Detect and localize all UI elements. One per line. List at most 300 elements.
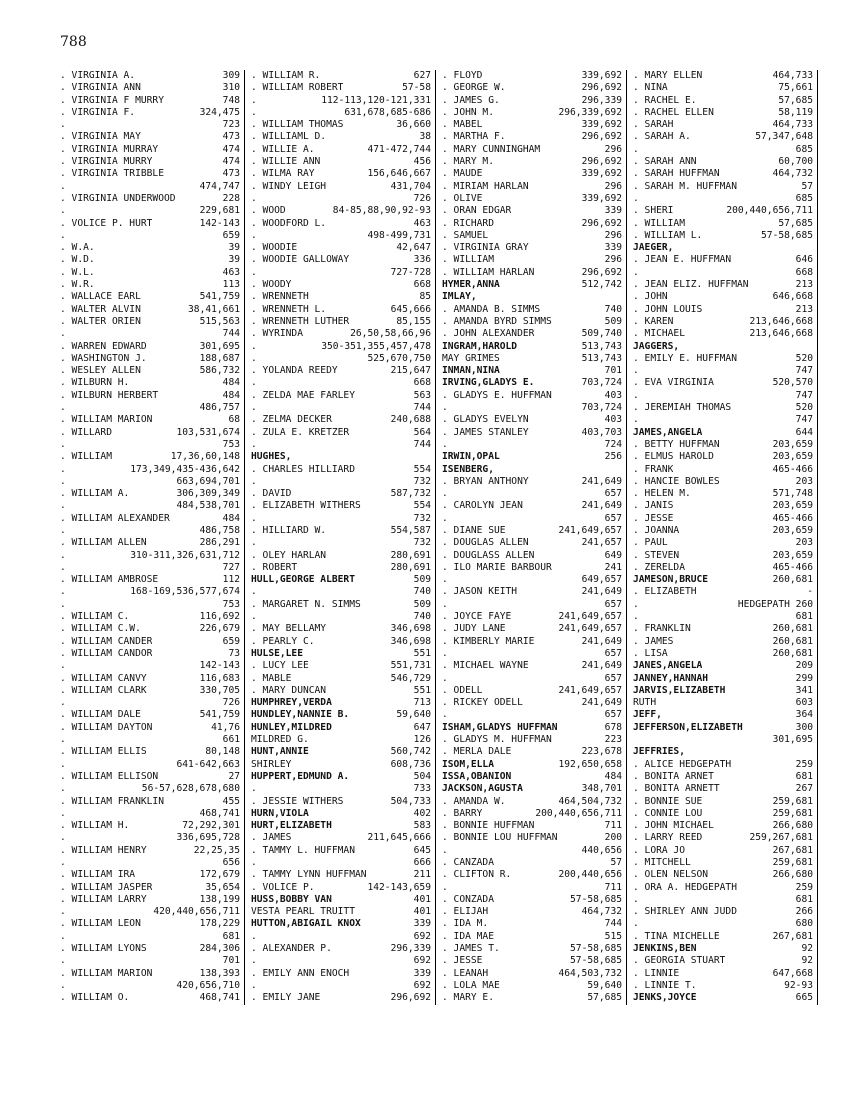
entry-pages: 296,692	[581, 156, 622, 168]
entry-name: HUMPHREY,VERDA	[251, 697, 332, 709]
index-entry	[442, 980, 622, 992]
entry-pages: 474,747	[199, 180, 240, 192]
entry-pages: 541,759	[199, 291, 240, 303]
index-entry	[60, 316, 240, 328]
entry-name: . MICHAEL	[633, 328, 685, 340]
entry-name: . MABEL	[442, 119, 483, 131]
index-entry	[633, 230, 813, 242]
entry-name: . AMANDA W.	[442, 795, 506, 807]
index-entry	[633, 464, 813, 476]
index-entry	[633, 537, 813, 549]
entry-name: . CONNIE LOU	[633, 807, 703, 819]
entry-name: . SARAH M. HUFFMAN	[633, 180, 737, 192]
entry-pages: 339,692	[581, 70, 622, 81]
entry-pages: 260,681	[772, 574, 813, 586]
entry-name: . DIANE SUE	[442, 524, 506, 536]
entry-name: . WALLACE EARL	[60, 291, 141, 303]
index-entry	[251, 82, 431, 94]
entry-name: . RICKEY ODELL	[442, 697, 523, 709]
entry-pages: 484	[222, 389, 240, 401]
index-entry	[442, 107, 622, 119]
entry-pages: 296	[604, 143, 622, 155]
entry-pages: 740	[413, 586, 431, 598]
entry-pages: 748	[222, 94, 240, 106]
entry-name: . ALICE HEDGEPATH	[633, 758, 732, 770]
entry-pages: 554,587	[390, 524, 431, 536]
entry-pages: 57-58,685	[570, 893, 622, 905]
entry-pages: 515,563	[199, 315, 240, 327]
surname-heading	[251, 451, 431, 463]
entry-name: . WILLIAM CLARK	[60, 684, 147, 696]
entry-pages: 59,640	[396, 709, 431, 721]
entry-pages: 259	[795, 758, 813, 770]
index-entry	[60, 931, 240, 943]
surname-heading	[442, 783, 622, 795]
entry-pages: 296,692	[581, 82, 622, 94]
entry-pages: 563	[413, 389, 431, 401]
entry-name: JARVIS,ELIZABETH	[633, 684, 726, 696]
entry-name: .	[251, 783, 257, 795]
entry-pages: 647	[413, 721, 431, 733]
entry-name: . CHARLES HILLIARD	[251, 463, 355, 475]
index-entry	[60, 857, 240, 869]
entry-pages: 440,656	[581, 844, 622, 856]
entry-pages: 223	[604, 734, 622, 746]
entry-pages: 73	[228, 647, 240, 659]
entry-name: .	[60, 758, 66, 770]
entry-name: . JAMES STANLEY	[442, 426, 529, 438]
entry-name: JEFFERSON,ELIZABETH	[633, 721, 743, 733]
entry-pages: 296,692	[581, 131, 622, 143]
index-entry	[251, 562, 431, 574]
entry-name: . JAMES T.	[442, 943, 500, 955]
surname-heading	[251, 894, 431, 906]
index-entry	[251, 181, 431, 193]
index-entry	[442, 439, 622, 451]
index-entry	[251, 168, 431, 180]
index-entry	[60, 279, 240, 291]
entry-name: JACKSON,AGUSTA	[442, 783, 523, 795]
index-entry	[442, 476, 622, 488]
entry-pages: 211,645,666	[367, 832, 431, 844]
index-entry	[60, 414, 240, 426]
entry-pages: 509	[604, 315, 622, 327]
entry-pages: 241,649,657	[558, 611, 622, 623]
entry-pages: 646	[795, 254, 813, 266]
index-entry	[60, 451, 240, 463]
entry-name: .	[60, 734, 66, 746]
index-entry	[60, 562, 240, 574]
entry-name: . PAUL	[633, 537, 668, 549]
entry-name: . ELIZABETH	[633, 586, 697, 598]
entry-name: . WRENNETH L.	[251, 303, 327, 315]
surname-heading	[633, 722, 813, 734]
index-entry	[633, 439, 813, 451]
entry-name: . VOLICE P.	[251, 881, 315, 893]
index-entry	[60, 402, 240, 414]
index-entry	[442, 943, 622, 955]
entry-name: . W.A.	[60, 242, 95, 254]
entry-name: . WILLIAM C.W.	[60, 623, 141, 635]
entry-name: . VIRGINIA MURRY	[60, 156, 153, 168]
entry-name: . WALTER ALVIN	[60, 303, 141, 315]
entry-pages: 484	[222, 512, 240, 524]
entry-pages: 339,692	[581, 192, 622, 204]
entry-name: . WILLIAM AMBROSE	[60, 574, 159, 586]
entry-pages: 560,742	[390, 746, 431, 758]
index-entry	[633, 513, 813, 525]
index-entry	[60, 673, 240, 685]
entry-pages: 116,692	[199, 611, 240, 623]
index-entry	[633, 70, 813, 82]
entry-name: .	[60, 930, 66, 942]
entry-name: .	[251, 106, 257, 118]
entry-pages: 42,647	[396, 242, 431, 254]
entry-name: IMLAY,	[442, 291, 477, 303]
entry-pages: 241,649	[581, 586, 622, 598]
entry-pages: 296	[604, 229, 622, 241]
entry-name: . VIRGINIA TRIBBLE	[60, 168, 164, 180]
entry-name: . SARAH ANN	[633, 156, 697, 168]
index-entry	[251, 353, 431, 365]
entry-pages: 300	[795, 721, 813, 733]
entry-name: . MARY E.	[442, 992, 494, 1004]
entry-name: . NINA	[633, 82, 668, 94]
entry-name: . JASON KEITH	[442, 586, 518, 598]
entry-name: . BONNIE HUFFMAN	[442, 820, 535, 832]
index-entry	[251, 304, 431, 316]
index-entry	[633, 82, 813, 94]
index-entry	[442, 820, 622, 832]
entry-name: . VOLICE P. HURT	[60, 217, 153, 229]
surname-heading	[442, 291, 622, 303]
entry-pages: 464,733	[772, 70, 813, 81]
index-entry	[60, 882, 240, 894]
entry-pages: 260,681	[772, 635, 813, 647]
entry-pages: 657	[604, 672, 622, 684]
index-entry	[442, 685, 622, 697]
index-entry	[251, 992, 431, 1004]
entry-name: . WILLARD	[60, 426, 112, 438]
entry-name: .	[251, 955, 257, 967]
entry-pages: 657	[604, 709, 622, 721]
entry-name: . SARAH A.	[633, 131, 691, 143]
entry-pages: 657	[604, 598, 622, 610]
entry-pages: 200,440,656,711	[535, 807, 622, 819]
entry-pages: 645,666	[390, 303, 431, 315]
entry-pages: 229,681	[199, 205, 240, 217]
index-entry	[442, 857, 622, 869]
entry-name: . WOOD	[251, 205, 286, 217]
index-entry	[442, 304, 622, 316]
entry-name: . AMANDA B. SIMMS	[442, 303, 541, 315]
index-entry	[633, 205, 813, 217]
index-entry	[442, 660, 622, 672]
entry-pages: HEDGEPATH 260	[737, 598, 813, 610]
entry-name: RUTH	[633, 697, 657, 709]
entry-name: . MARGARET N. SIMMS	[251, 598, 361, 610]
index-entry	[442, 648, 622, 660]
entry-name: JEFF,	[633, 709, 662, 721]
entry-pages: 464,732	[581, 906, 622, 918]
entry-name: . JOHN ALEXANDER	[442, 328, 535, 340]
index-entry	[442, 869, 622, 881]
index-entry	[633, 95, 813, 107]
entry-pages: 512,742	[581, 279, 622, 291]
index-entry	[633, 218, 813, 230]
entry-name: . WARREN EDWARD	[60, 340, 147, 352]
entry-pages: 744	[413, 438, 431, 450]
entry-pages: 732	[413, 475, 431, 487]
entry-name: . DOUGLAS ALLEN	[442, 537, 529, 549]
index-columns	[60, 70, 818, 1005]
entry-name: .	[442, 512, 448, 524]
entry-pages: 685	[795, 143, 813, 155]
index-entry	[633, 796, 813, 808]
entry-pages: 259,681	[772, 807, 813, 819]
index-entry	[442, 623, 622, 635]
entry-pages: 203,659	[772, 524, 813, 536]
entry-pages: 753	[222, 598, 240, 610]
entry-pages: 336	[413, 254, 431, 266]
index-entry	[60, 894, 240, 906]
entry-pages: 80,148	[205, 746, 240, 758]
entry-pages: 173,349,435-436,642	[130, 463, 240, 475]
entry-pages: 339,692	[581, 168, 622, 180]
entry-name: . WOODFORD L.	[251, 217, 327, 229]
entry-pages: 296	[604, 180, 622, 192]
entry-pages: 57	[610, 857, 622, 868]
entry-pages: 57,685	[587, 992, 622, 1004]
entry-name: INGRAM,HAROLD	[442, 340, 518, 352]
entry-pages: 603	[795, 697, 813, 709]
entry-name: . WILMA RAY	[251, 168, 315, 180]
entry-name: JEFFRIES,	[633, 746, 685, 758]
entry-name: . WOODIE	[251, 242, 298, 254]
index-entry	[251, 107, 431, 119]
index-entry	[633, 562, 813, 574]
index-entry	[633, 599, 813, 611]
entry-name: .	[60, 328, 66, 340]
index-entry	[442, 918, 622, 930]
index-entry	[633, 636, 813, 648]
entry-pages: 659	[222, 229, 240, 241]
index-entry	[633, 648, 813, 660]
entry-name: . WALTER ORIEN	[60, 315, 141, 327]
index-entry	[60, 918, 240, 930]
index-entry	[442, 193, 622, 205]
entry-name: . WILLIAM H.	[60, 820, 130, 832]
entry-name: . LINNIE	[633, 967, 680, 979]
entry-pages: 103,531,674	[176, 426, 240, 438]
index-entry	[60, 525, 240, 537]
entry-name: .	[60, 500, 66, 512]
entry-pages: 60,700	[778, 156, 813, 168]
entry-name: . OLEN NELSON	[633, 869, 709, 881]
entry-pages: 403	[604, 414, 622, 426]
entry-pages: 36,660	[396, 119, 431, 131]
index-entry	[60, 685, 240, 697]
entry-pages: 554	[413, 500, 431, 512]
entry-pages: 668	[795, 266, 813, 278]
entry-name: . WILLIAM ROBERT	[251, 82, 344, 94]
index-entry	[442, 845, 622, 857]
surname-heading	[442, 365, 622, 377]
entry-name: . MARY CUNNINGHAM	[442, 143, 541, 155]
entry-pages: 484,538,701	[176, 500, 240, 512]
entry-name: . WESLEY ALLEN	[60, 365, 141, 377]
index-entry	[442, 488, 622, 500]
entry-name: .	[251, 352, 257, 364]
index-entry	[442, 205, 622, 217]
entry-pages: 663,694,701	[176, 475, 240, 487]
entry-name: JAMESON,BRUCE	[633, 574, 709, 586]
entry-name: INMAN,NINA	[442, 365, 500, 377]
index-entry	[251, 464, 431, 476]
entry-name: .	[442, 574, 448, 586]
entry-pages: 57	[801, 180, 813, 192]
index-entry	[60, 390, 240, 402]
index-entry	[251, 943, 431, 955]
index-entry	[251, 832, 431, 844]
index-entry	[251, 586, 431, 598]
entry-pages: 211	[413, 869, 431, 881]
index-entry	[251, 550, 431, 562]
entry-pages: 464,733	[772, 119, 813, 131]
entry-pages: 92	[801, 955, 813, 967]
entry-name: . W.D.	[60, 254, 95, 266]
entry-pages: 200,440,656,711	[726, 205, 813, 217]
index-entry	[633, 291, 813, 303]
index-entry	[251, 599, 431, 611]
entry-name: . W.L.	[60, 266, 95, 278]
index-entry	[633, 316, 813, 328]
entry-name: . WILLIAM LARRY	[60, 893, 147, 905]
index-entry	[60, 820, 240, 832]
entry-pages: 504,733	[390, 795, 431, 807]
entry-pages: 168-169,536,577,674	[130, 586, 240, 598]
entry-pages: 241,649	[581, 635, 622, 647]
index-entry	[251, 759, 431, 771]
index-entry	[633, 353, 813, 365]
entry-pages: 504	[413, 770, 431, 782]
entry-name: .	[442, 881, 448, 893]
entry-pages: 513,743	[581, 340, 622, 352]
entry-name: . PEARLY C.	[251, 635, 315, 647]
entry-name: . JEREMIAH THOMAS	[633, 402, 732, 414]
entry-name: . CAROLYN JEAN	[442, 500, 523, 512]
index-entry	[633, 734, 813, 746]
index-entry	[60, 144, 240, 156]
entry-name: . WILLIAM LEON	[60, 918, 141, 930]
entry-name: . JESSE	[633, 512, 674, 524]
entry-name: MAY GRIMES	[442, 352, 500, 364]
entry-name: .	[60, 438, 66, 450]
index-entry	[633, 144, 813, 156]
entry-name: . WASHINGTON J.	[60, 352, 147, 364]
entry-name: .	[60, 463, 66, 475]
index-entry	[442, 599, 622, 611]
entry-name: . WILLIAM ELLISON	[60, 770, 159, 782]
entry-pages: 39	[228, 242, 240, 254]
index-entry	[251, 857, 431, 869]
entry-pages: 113	[222, 279, 240, 291]
index-entry	[442, 414, 622, 426]
entry-pages: 701	[604, 365, 622, 377]
entry-pages: 213,646,668	[749, 315, 813, 327]
entry-pages: 57,347,648	[755, 131, 813, 143]
entry-pages: 266,680	[772, 869, 813, 881]
entry-pages: 724	[604, 438, 622, 450]
entry-pages: 192,650,658	[558, 758, 622, 770]
entry-pages: 296,339	[581, 94, 622, 106]
entry-name: .	[251, 94, 257, 106]
entry-pages: 473	[222, 168, 240, 180]
entry-name: HURT,ELIZABETH	[251, 820, 332, 832]
index-entry	[442, 402, 622, 414]
entry-pages: 464,504,732	[558, 795, 622, 807]
entry-pages: 474	[222, 143, 240, 155]
entry-name: . EMILY E. HUFFMAN	[633, 352, 737, 364]
index-entry	[442, 796, 622, 808]
entry-name: . CLIFTON R.	[442, 869, 512, 881]
index-entry	[60, 980, 240, 992]
entry-name: HUGHES,	[251, 451, 292, 463]
index-entry	[633, 254, 813, 266]
surname-heading	[442, 464, 622, 476]
index-entry	[60, 808, 240, 820]
entry-pages: 465-466	[772, 561, 813, 573]
index-entry	[251, 500, 431, 512]
entry-name: . WILLIAM CANVY	[60, 672, 147, 684]
index-entry	[251, 427, 431, 439]
entry-pages: 241,649,657	[558, 623, 622, 635]
entry-pages: 259,681	[772, 857, 813, 868]
index-entry	[60, 992, 240, 1004]
entry-pages: 509,740	[581, 328, 622, 340]
entry-name: . FLOYD	[442, 70, 483, 81]
surname-heading	[442, 279, 622, 291]
entry-name: . ELIZABETH WITHERS	[251, 500, 361, 512]
index-entry	[60, 734, 240, 746]
index-column	[442, 70, 627, 1005]
index-entry	[60, 328, 240, 340]
entry-pages: 68	[228, 414, 240, 426]
entry-name: .	[60, 906, 66, 918]
index-entry	[251, 611, 431, 623]
index-entry	[60, 500, 240, 512]
index-column	[60, 70, 245, 1005]
entry-pages: 649,657	[581, 574, 622, 586]
entry-name: HUPPERT,EDMUND A.	[251, 770, 350, 782]
index-entry	[442, 218, 622, 230]
entry-pages: 256	[604, 451, 622, 463]
index-entry	[633, 869, 813, 881]
index-entry	[442, 636, 622, 648]
entry-name: . WILLIAM	[442, 254, 494, 266]
entry-name: . JOYCE FAYE	[442, 611, 512, 623]
index-entry	[60, 869, 240, 881]
surname-heading	[633, 685, 813, 697]
index-entry	[633, 783, 813, 795]
index-entry	[442, 230, 622, 242]
index-entry	[251, 980, 431, 992]
entry-pages: 711	[604, 881, 622, 893]
index-entry	[60, 771, 240, 783]
index-entry	[633, 390, 813, 402]
index-entry	[442, 131, 622, 143]
entry-name: .	[251, 340, 257, 352]
